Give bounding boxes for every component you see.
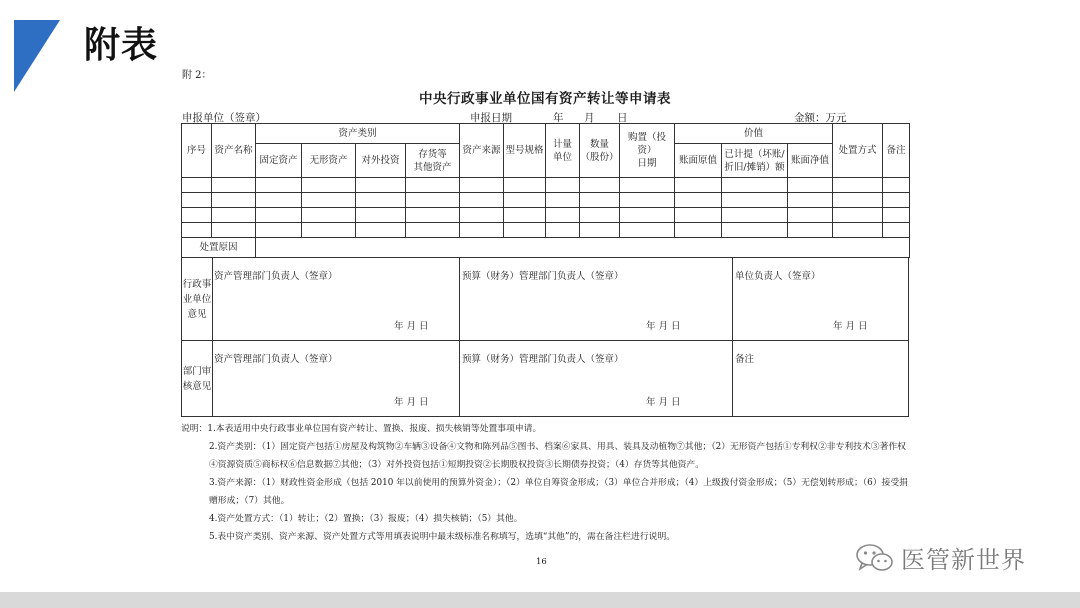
page-number: 16 [536, 557, 547, 567]
header-purchase-date: 购置（投资） 日期 [620, 124, 675, 178]
unit-budget-dept-date: 年 月 日 [646, 321, 681, 332]
dept-budget-date: 年 月 日 [646, 397, 681, 408]
date-day: 日 [617, 112, 628, 124]
reporting-unit-label: 申报单位（签章） [182, 112, 266, 124]
note-4: 4.资产处置方式：（1）转让；（2）置换；（3）报废；（4）损失核销；（5）其他。 [209, 514, 523, 524]
date-year: 年 [553, 112, 564, 124]
header-model: 型号规格 [504, 124, 546, 178]
unit-asset-dept-date: 年 月 日 [394, 321, 429, 332]
dept-asset-cell [212, 341, 459, 416]
note-3: 3.资产来源：（1）财政性资金形成（包括 2010 年以前使用的预算外资金）；（2）单位自筹资金形成；（3）单位合并形成；（4）上级拨付资金形成；（5）无偿划转形成；（6）接受捐赠形成；（7）其他。 [209, 478, 908, 506]
header-value: 价值 [675, 124, 833, 144]
header-quantity: 数量 （股份） [580, 124, 620, 178]
wechat-icon [855, 543, 895, 573]
header-fixed-assets: 固定资产 [256, 144, 302, 178]
unit-asset-dept-cell [212, 258, 459, 340]
header-asset-source: 资产来源 [460, 124, 504, 178]
date-month: 月 [584, 112, 595, 124]
disposal-reason-cell [256, 238, 910, 258]
table-row [182, 208, 910, 223]
header-intangible-assets: 无形资产 [302, 144, 356, 178]
dept-budget-signature: 预算（财务）管理部门负责人（签章） [462, 354, 624, 365]
dept-budget-cell [459, 341, 733, 416]
asset-transfer-table [181, 123, 910, 258]
note-1: 说明：1.本表适用中央行政事业单位国有资产转让、置换、报废、损失核销等处置事项申请。 [181, 424, 542, 434]
amount-label: 金额：万元 [794, 112, 847, 124]
disposal-reason-label: 处置原因 [182, 238, 256, 258]
header-seq: 序号 [182, 124, 212, 178]
header-disposal-method: 处置方式 [833, 124, 883, 178]
accent-triangle [14, 20, 60, 92]
dept-remark-cell [732, 341, 909, 416]
document-title: 中央行政事业单位国有资产转让等申请表 [419, 91, 671, 107]
dept-asset-date: 年 月 日 [394, 397, 429, 408]
watermark [855, 540, 1026, 575]
unit-head-cell [732, 258, 909, 340]
header-external-investment: 对外投资 [356, 144, 406, 178]
watermark-text: 医管新世界 [901, 546, 1026, 574]
table-row [182, 178, 910, 193]
header-asset-category: 资产类别 [256, 124, 460, 144]
header-book-value: 账面原值 [675, 144, 722, 178]
bottom-bar [0, 592, 1080, 608]
annex-label: 附 2： [182, 70, 212, 81]
unit-budget-dept-cell [459, 258, 733, 340]
header-inventory: 存货等 其他资产 [406, 144, 460, 178]
header-net-value: 账面净值 [788, 144, 833, 178]
header-unit: 计量 单位 [546, 124, 580, 178]
unit-budget-dept-signature: 预算（财务）管理部门负责人（签章） [462, 271, 624, 282]
slide-title: 附表 [84, 25, 159, 66]
notes [181, 420, 911, 546]
unit-head-date: 年 月 日 [833, 321, 868, 332]
unit-asset-dept-signature: 资产管理部门负责人（签章） [214, 271, 338, 282]
unit-opinion-label: 行政事 业单位 意见 [182, 258, 213, 340]
dept-remark-label: 备注 [735, 354, 755, 365]
unit-opinion-section [181, 257, 909, 341]
unit-head-signature: 单位负责人（签章） [735, 271, 821, 282]
header-asset-name: 资产名称 [212, 124, 256, 178]
table-row [182, 223, 910, 238]
note-5: 5.表中资产类别、资产来源、资产处置方式等用填表说明中最末级标准名称填写，选填“其他”的，需在备注栏进行说明。 [209, 532, 676, 542]
table-row [182, 193, 910, 208]
department-review-section [181, 340, 909, 417]
dept-asset-signature: 资产管理部门负责人（签章） [214, 354, 338, 365]
department-review-label: 部门审 核意见 [182, 341, 213, 416]
reporting-date-label: 申报日期 [470, 112, 512, 124]
header-remark: 备注 [883, 124, 910, 178]
header-accrued-depreciation: 已计提（坏账/ 折旧/摊销）额 [722, 144, 788, 178]
note-2: 2.资产类别：（1）固定资产包括①房屋及构筑物②车辆③设备④文物和陈列品⑤图书、档案⑥家具、用具、装具及动植物⑦其他；（2）无形资产包括①专利权②非专利技术③著作权④资源资质⑤商标权⑥信息数据⑦其他；（3）对外投资包括①短期投资②长期股权投资③长期债券投资；（4）存货等其他资产。 [209, 442, 906, 470]
